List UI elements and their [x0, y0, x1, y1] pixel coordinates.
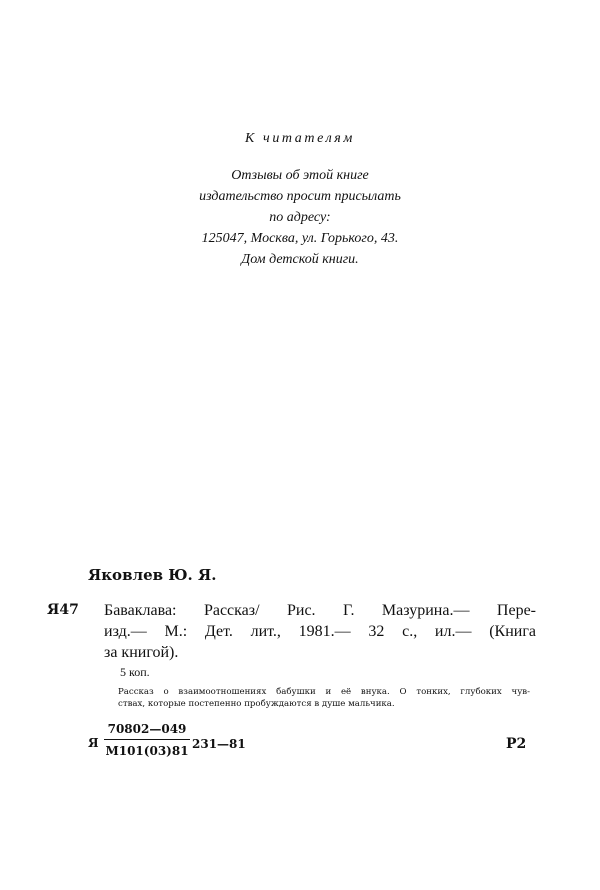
catalog-index-fraction	[104, 720, 190, 760]
catalog-description-line: изд.— М.: Дет. лит., 1981.— 32 с., ил.— (Книга	[104, 623, 536, 640]
reader-notice-address: 125047, Москва, ул. Горького, 43.	[201, 231, 399, 246]
reader-notice-line: Дом детской книги.	[241, 252, 359, 267]
catalog-price: 5 коп.	[120, 665, 150, 679]
catalog-annotation-line: ствах, которые постепенно пробуждаются в душе мальчика.	[118, 699, 395, 709]
catalog-series-code: Р2	[506, 736, 527, 752]
catalog-annotation	[118, 686, 530, 710]
reader-notice-line: издательство просит присылать	[199, 189, 401, 204]
reader-notice	[0, 128, 600, 270]
catalog-index-code: 231—81	[192, 737, 246, 751]
catalog-index-letter: Я	[88, 736, 99, 750]
catalog-description	[104, 600, 536, 663]
catalog-author: Яковлев Ю. Я.	[88, 566, 217, 584]
fraction-divider	[104, 739, 190, 740]
reader-notice-line: по адресу:	[269, 210, 331, 225]
catalog-index-numerator: 70802—049	[107, 722, 187, 736]
catalog-annotation-line: Рассказ о взаимоотношениях бабушки и её внука. О тонких, глубоких чув-	[118, 687, 530, 697]
catalog-description-line: за книгой).	[104, 644, 179, 661]
catalog-index-denominator: М101(03)81	[105, 744, 189, 758]
catalog-class-code: Я47	[47, 602, 79, 618]
reader-notice-heading: К читателям	[245, 131, 355, 146]
reader-notice-line: Отзывы об этой книге	[231, 168, 369, 183]
catalog-description-line: Баваклава: Рассказ/ Рис. Г. Мазурина.— Пере-	[104, 602, 536, 619]
